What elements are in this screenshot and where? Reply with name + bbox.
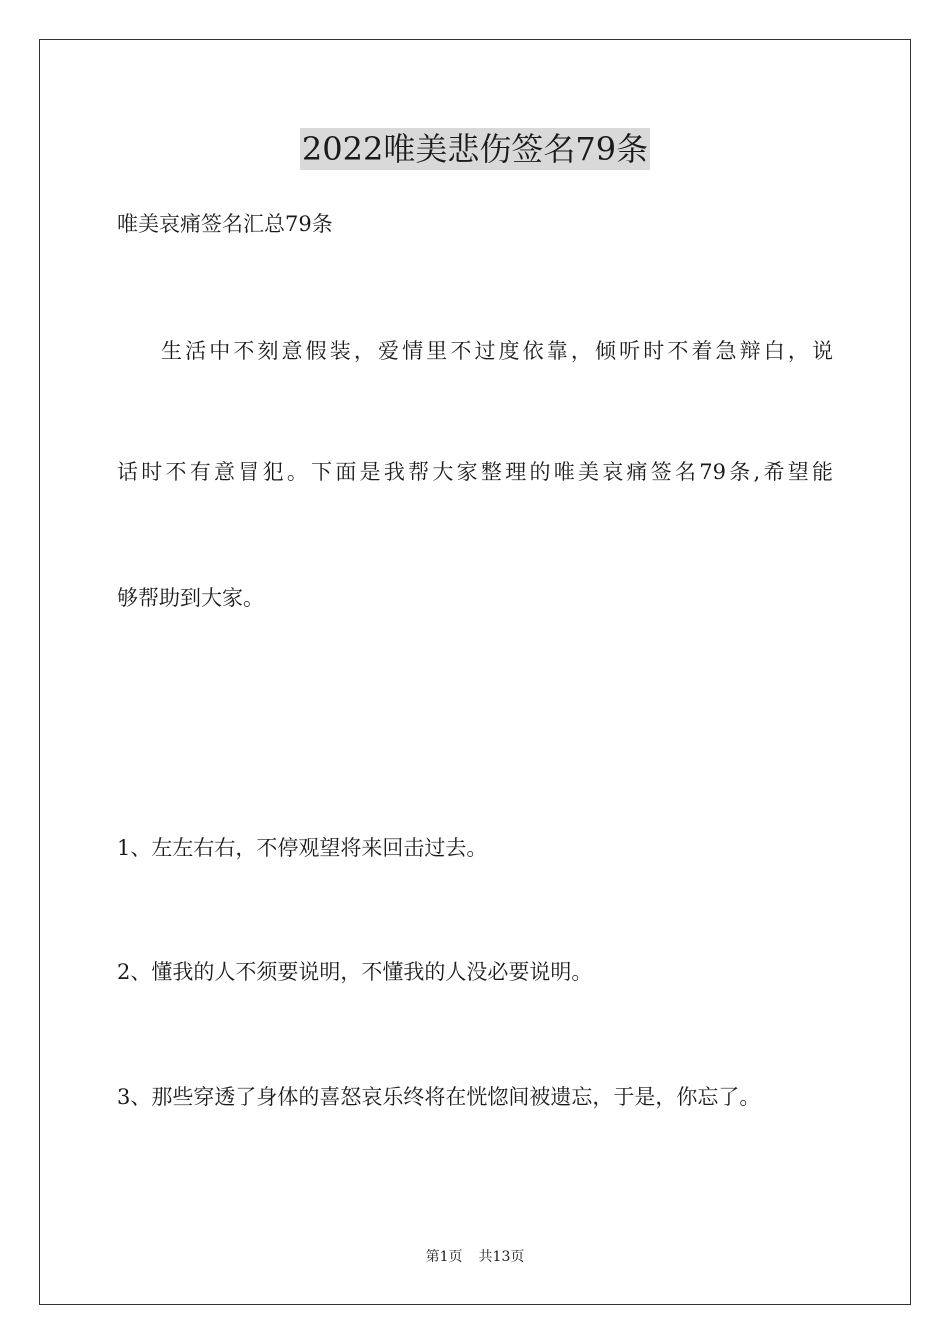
page-footer bbox=[0, 1247, 950, 1267]
list-item-2: 2、懂我的人不须要说明，不懂我的人没必要说明。 bbox=[117, 960, 593, 984]
list-item-1: 1、左左右右，不停观望将来回击过去。 bbox=[117, 836, 488, 860]
page-total: 共13页 bbox=[478, 1249, 525, 1265]
page-number: 第1页 bbox=[425, 1249, 463, 1265]
intro-line-1: 生活中不刻意假装，爱情里不过度依靠，倾听时不着急辩白，说 bbox=[161, 339, 833, 363]
subtitle-line: 唯美哀痛签名汇总79条 bbox=[117, 212, 333, 236]
list-item-3: 3、那些穿透了身体的喜怒哀乐终将在恍惚间被遗忘，于是，你忘了。 bbox=[117, 1085, 761, 1109]
document-title: 2022唯美悲伤签名79条 bbox=[301, 130, 649, 168]
intro-line-2: 话时不有意冒犯。下面是我帮大家整理的唯美哀痛签名79条,希望能 bbox=[117, 460, 833, 484]
title-container bbox=[0, 128, 950, 170]
intro-line-3: 够帮助到大家。 bbox=[117, 586, 264, 610]
